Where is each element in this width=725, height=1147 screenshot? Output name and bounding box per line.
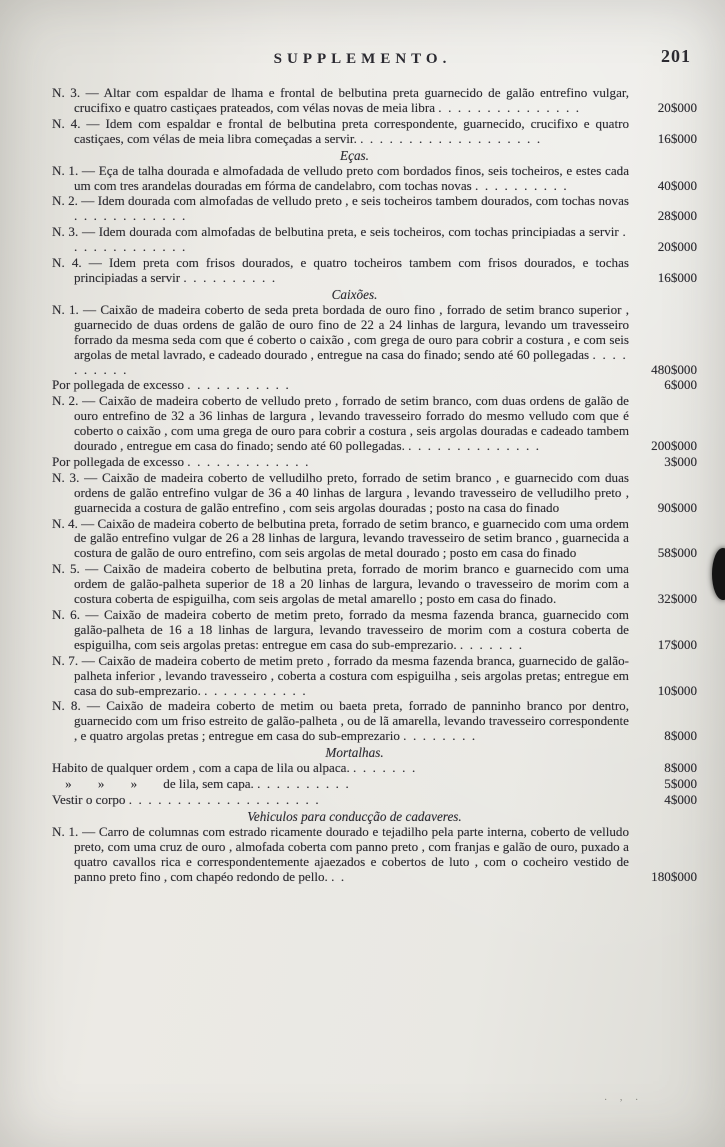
entry-text: Por pollegada de excesso . . . . . . . . . . . . . bbox=[52, 453, 309, 469]
entry-price: 20$000 bbox=[657, 99, 697, 115]
entry-price: 180$000 bbox=[651, 868, 697, 884]
entry-row bbox=[52, 562, 697, 607]
entry-price: 4$000 bbox=[664, 791, 697, 807]
page-number: 201 bbox=[661, 46, 691, 66]
entry-row bbox=[52, 394, 697, 454]
entry-row bbox=[52, 699, 697, 744]
entry-text: Vestir o corpo . . . . . . . . . . . . . . . . . . . . bbox=[52, 791, 319, 807]
entry-row bbox=[52, 825, 697, 885]
entry-text: N. 1. — Eça de talha dourada e almofadada de velludo preto com bordados finos, seis tocheiros, e estes cada um com tres arandelas douradas em fórma de candelabro, com tochas novas . . . . . . . . . . bbox=[52, 162, 629, 193]
entry-price: 40$000 bbox=[657, 177, 697, 193]
entry-row bbox=[52, 761, 697, 776]
entry-row bbox=[52, 303, 697, 378]
page-title: SUPPLEMENTO. bbox=[273, 51, 452, 67]
scan-artifact-marks: . , . bbox=[604, 1091, 643, 1103]
entry-row bbox=[52, 256, 697, 286]
entry-price: 16$000 bbox=[657, 269, 697, 285]
entry-row bbox=[52, 86, 697, 116]
entry-row bbox=[52, 793, 697, 808]
entry-text: N. 3. — Idem dourada com almofadas de belbutina preta, e seis tocheiros, com tochas principiadas a servir . . . . . . . . . . . . . bbox=[52, 224, 629, 255]
entry-price: 90$000 bbox=[657, 499, 697, 515]
entry-price: 8$000 bbox=[664, 728, 697, 744]
entries bbox=[52, 86, 697, 885]
entry-row bbox=[52, 608, 697, 653]
section-heading: Vehiculos para conducção de cadaveres. bbox=[247, 808, 462, 824]
entry-row bbox=[52, 471, 697, 516]
entry-price: 32$000 bbox=[657, 591, 697, 607]
entry-text: N. 2. — Caixão de madeira coberto de velludo preto , forrado de setim branco, com duas ordens de galão de ouro entrefino de 32 a 36 linhas de largura , levando travesseiro forrado do mesmo velludo com que é coberto o caixão , com uma grega de ouro para cobrir a costura , seis argolas douradas e cadeado tambem dourado , entregue em casa do finado; sendo até 60 pollegadas. . . . . . . . . . . . . . . bbox=[52, 393, 629, 454]
entry-price: 6$000 bbox=[664, 377, 697, 393]
entry-text: N. 3. — Altar com espaldar de lhama e frontal de belbutina preta guarnecido de galão entrefino vulgar, crucifixo e quatro castiçaes prateados, com vélas novas de meia libra . . . . . . . . . . . . . . . bbox=[52, 85, 629, 115]
section-heading: Mortalhas. bbox=[325, 745, 384, 761]
entry-price: 17$000 bbox=[657, 636, 697, 652]
entry-price: 8$000 bbox=[664, 760, 697, 776]
scan-artifact-blob bbox=[712, 548, 725, 600]
entry-text: N. 4. — Caixão de madeira coberto de belbutina preta, forrado de setim branco, e guarnecido com uma ordem de galão entrefino vulgar de 26 a 28 linhas de largura, levando travesseiro de setim branco , guarnecida a costura de galão de ouro entrefino, com seis argolas de metal dourado ; posto em casa do finado bbox=[52, 515, 629, 561]
entry-text: N. 1. — Carro de columnas com estrado ricamente dourado e tejadilho pela parte interna, coberto de velludo preto, com uma cruz de ouro , almofada coberta com panno preto , com franjas e galão de ouro, puxado a quatro cavallos rica e correspondentemente ajaezados e cobertos de luto , com o cocheiro vestido de panno preto fino , com chapéo redondo de pello. . . bbox=[52, 823, 629, 884]
entry-row bbox=[52, 378, 697, 393]
entry-text: N. 2. — Idem dourada com almofadas de velludo preto , e seis tocheiros tambem dourados, com tochas novas . . . . . . . . . . . . bbox=[52, 193, 629, 224]
entry-row bbox=[52, 117, 697, 147]
entry-text: N. 1. — Caixão de madeira coberto de seda preta bordada de ouro fino , forrado de setim branco superior , guarnecido de duas ordens de galão de ouro fino de 22 a 24 linhas de largura, levando um travesseiro forrado da mesma seda com que é coberto o caixão , com grega de ouro para cobrir a costura , e com seis argolas de metal lavrado, e cadeado dourado , entregue na casa do finado; sendo até 60 pollegadas . . . . . . . . . . bbox=[52, 301, 629, 377]
entry-price: 16$000 bbox=[657, 130, 697, 146]
entry-price: 20$000 bbox=[657, 239, 697, 255]
entry-text: N. 3. — Caixão de madeira coberto de velludilho preto, forrado de setim branco , e guarnecido com duas ordens de galão entrefino vulgar de 36 a 40 linhas de largura , levando travesseiro de velludilho preto , guarnecida a costura de galão entrefino , com seis argolas douradas ; posto na casa do finado bbox=[52, 469, 629, 515]
entry-text: N. 4. — Idem preta com frisos dourados, e quatro tocheiros tambem com frisos dourados, e tochas principiadas a servir . . . . . . . . . . bbox=[52, 255, 629, 285]
page-header bbox=[0, 0, 725, 72]
entry-text: Habito de qualquer ordem , com a capa de lila ou alpaca. . . . . . . . bbox=[52, 760, 416, 776]
entry-text: N. 5. — Caixão de madeira coberto de belbutina preta, forrado de morim branco e guarnecido com uma ordem de galão-palheta superior de 18 a 20 linhas de largura, levando o travesseiro de morim com a costura coberta de espiguilha, com seis argolas de metal amarello ; posto em casa do finado. bbox=[52, 561, 629, 607]
section-heading: Caixões. bbox=[331, 286, 378, 302]
entry-price: 200$000 bbox=[651, 438, 697, 454]
entry-row bbox=[52, 654, 697, 699]
entry-text: » » » de lila, sem capa. . . . . . . . . . . bbox=[52, 776, 349, 792]
entry-row bbox=[52, 225, 697, 255]
section-heading: Eças. bbox=[340, 147, 369, 163]
entry-row bbox=[52, 164, 697, 194]
entry-row bbox=[52, 777, 697, 792]
entry-price: 58$000 bbox=[657, 545, 697, 561]
entry-row bbox=[52, 194, 697, 224]
entry-price: 5$000 bbox=[664, 776, 697, 792]
entry-row bbox=[52, 517, 697, 562]
entry-price: 28$000 bbox=[657, 208, 697, 224]
entry-text: N. 7. — Caixão de madeira coberto de metim preto , forrado da mesma fazenda branca, guarnecido de galão-palheta inferior , levando travesseiro , coberta a costura com espiguilha , seis argolas pretas; entregue em casa do sub-emprezario. . . . . . . . . . . . bbox=[52, 652, 629, 698]
entry-price: 3$000 bbox=[664, 453, 697, 469]
entry-text: Por pollegada de excesso . . . . . . . . . . . bbox=[52, 377, 289, 393]
entry-text: N. 6. — Caixão de madeira coberto de metim preto, forrado da mesma fazenda branca, guarnecido com galão-palheta de 16 a 18 linhas de largura, levando travesseiro de morim com a costura coberta de espiguilha, com seis argolas pretas: entregue em casa do sub-emprezario. . . . . . . . bbox=[52, 607, 629, 652]
entry-price: 10$000 bbox=[657, 682, 697, 698]
entry-price: 480$000 bbox=[651, 361, 697, 377]
entry-row bbox=[52, 455, 697, 470]
entry-text: N. 4. — Idem com espaldar e frontal de belbutina preta correspondente, guarnecido, crucifixo e quatro castiçaes, com vélas de meia libra começadas a servir. . . . . . . . . . . . . . . . . . . . bbox=[52, 115, 629, 146]
entry-text: N. 8. — Caixão de madeira coberto de metim ou baeta preta, forrado de panninho branco por dentro, guarnecido com um friso estreito de galão-palheta , ou de lã amarella, levando travesseiro correspondente , e quatro argolas pretas ; entregue em casa do sub-emprezario . . . . . . . . bbox=[52, 698, 629, 744]
